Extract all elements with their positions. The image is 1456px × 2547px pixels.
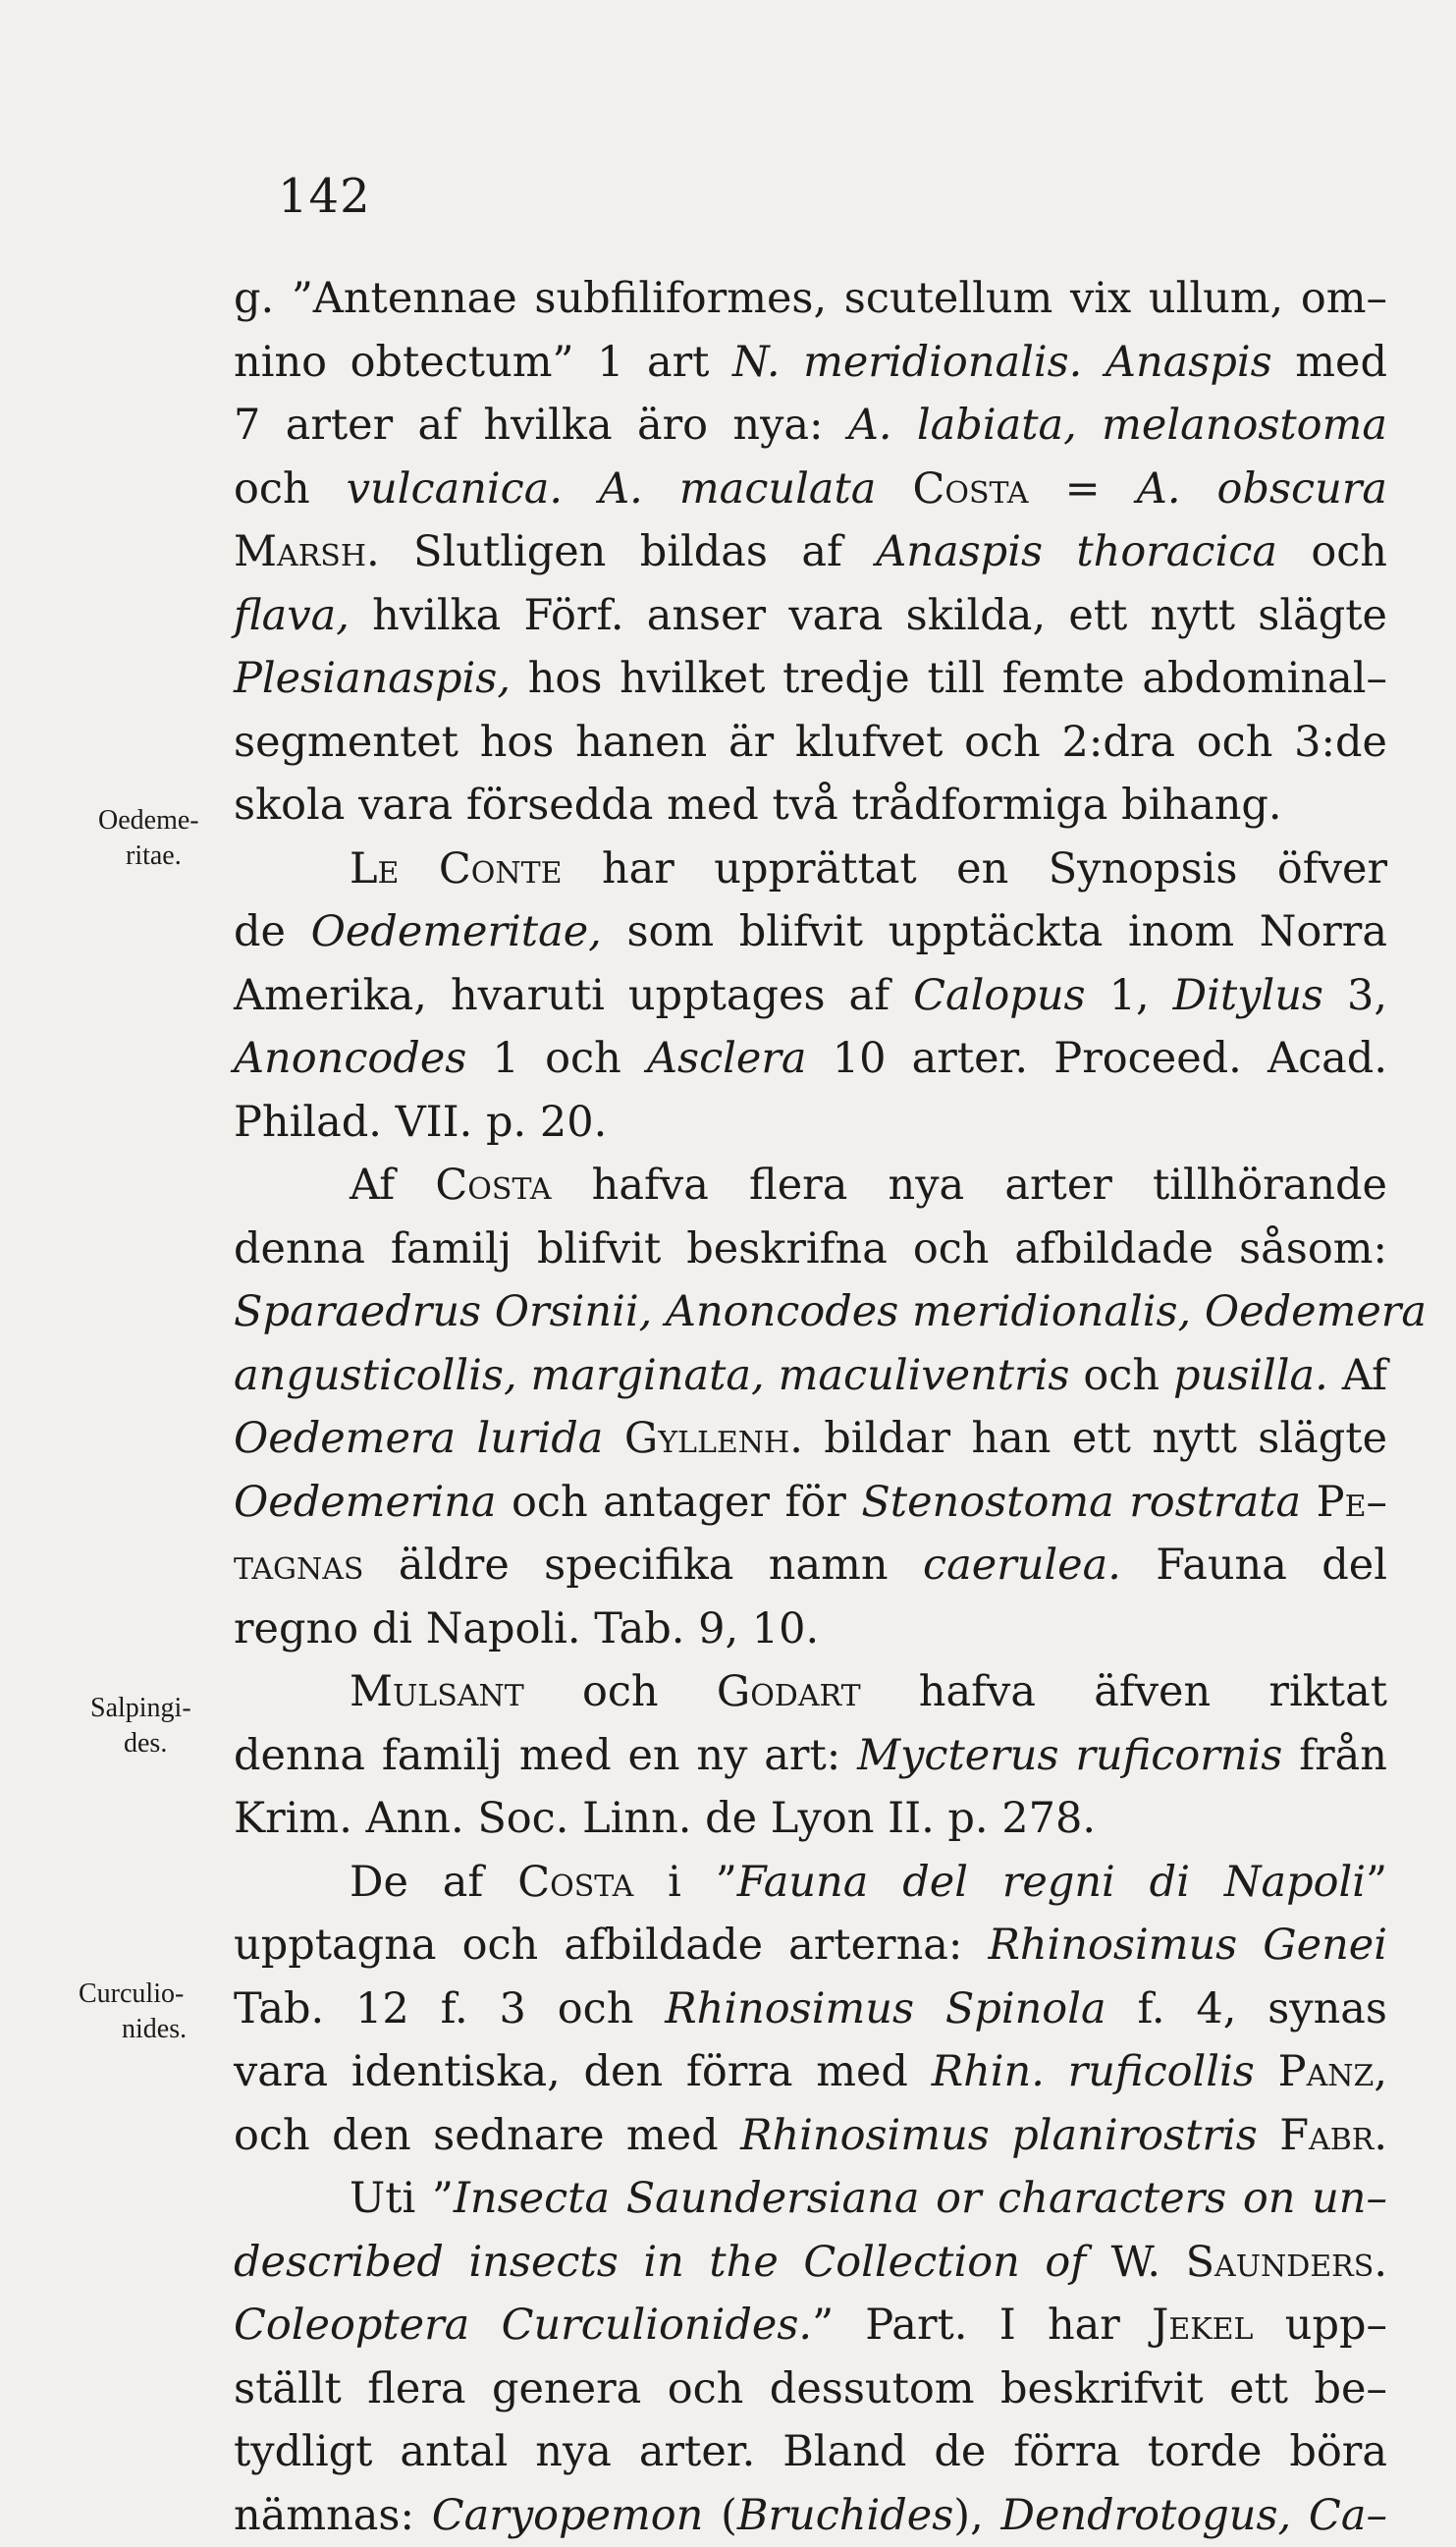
text-line bbox=[234, 2104, 1387, 2168]
text-line bbox=[234, 964, 1387, 1028]
text-line bbox=[234, 1280, 1387, 1344]
text-line bbox=[234, 838, 1387, 901]
italic-run: Rhinosimus Genei bbox=[988, 1921, 1387, 1970]
italic-run: Mycterus ruficornis bbox=[857, 1731, 1282, 1780]
text-run: . Slutligen bildas af bbox=[366, 527, 876, 576]
small-caps-run: Jekel bbox=[1152, 2301, 1253, 2350]
margin-note-line: des. bbox=[90, 1726, 191, 1761]
text-line bbox=[234, 1091, 1387, 1155]
italic-run: Rhinosimus Spinola bbox=[665, 1984, 1105, 2033]
text-run: W. bbox=[1086, 2238, 1185, 2287]
margin-note-line: Oedeme- bbox=[98, 803, 199, 839]
italic-run: Oedemeritae, bbox=[311, 907, 602, 956]
italic-run: Fauna del regni di Napoli bbox=[737, 1858, 1366, 1907]
text-line bbox=[234, 1344, 1387, 1408]
text-run: som blifvit upptäckta inom Norra bbox=[602, 907, 1387, 956]
text-run: och bbox=[1069, 1351, 1173, 1400]
text-line bbox=[234, 584, 1387, 648]
text-line bbox=[234, 2357, 1387, 2421]
italic-run: N. meridionalis. bbox=[732, 338, 1082, 387]
text-line bbox=[234, 774, 1387, 838]
italic-run: Plesianaspis, bbox=[234, 654, 511, 703]
text-run bbox=[876, 464, 912, 514]
text-run: Uti ” bbox=[350, 2174, 454, 2223]
text-run: upptagna och afbildade arterna: bbox=[234, 1921, 988, 1970]
text-run: hafva flera nya arter tillhörande bbox=[552, 1161, 1388, 1210]
text-run: från bbox=[1282, 1731, 1387, 1780]
text-run: 1, bbox=[1086, 971, 1173, 1020]
italic-run: Coleoptera Curculionides. bbox=[234, 2301, 812, 2350]
text-run: ), bbox=[953, 2491, 1000, 2540]
italic-run: Insecta Saundersiana or characters on un– bbox=[454, 2174, 1387, 2223]
italic-run: angusticollis, marginata, maculiventris bbox=[234, 1351, 1069, 1400]
text-run: och bbox=[524, 1667, 717, 1716]
text-run bbox=[1255, 2047, 1278, 2096]
italic-run: Caryopemon bbox=[432, 2491, 704, 2540]
italic-run: Oedemerina bbox=[234, 1478, 497, 1527]
text-line bbox=[234, 647, 1387, 711]
text-line bbox=[234, 2231, 1387, 2295]
text-line bbox=[234, 1407, 1387, 1471]
text-run: tydligt antal nya arter. Bland de förra torde böra bbox=[234, 2427, 1387, 2476]
margin-note-line: nides. bbox=[79, 2012, 187, 2047]
text-line bbox=[234, 2167, 1387, 2231]
text-run: denna familj med en ny art: bbox=[234, 1731, 857, 1780]
text-run: nino obtectum” 1 art bbox=[234, 338, 732, 387]
text-run: upp– bbox=[1253, 2301, 1387, 2350]
text-run: Philad. VII. p. 20. bbox=[234, 1098, 607, 1147]
text-line bbox=[234, 2484, 1387, 2547]
text-line bbox=[234, 1724, 1387, 1788]
text-run: och bbox=[234, 464, 347, 514]
text-run: och antager för bbox=[497, 1478, 862, 1527]
text-line bbox=[234, 394, 1387, 458]
small-caps-run: Godart bbox=[717, 1667, 861, 1716]
italic-run: Anoncodes bbox=[234, 1034, 466, 1083]
italic-run: caerulea. bbox=[923, 1541, 1121, 1590]
text-run: . bbox=[1374, 2238, 1387, 2287]
text-run: . bildar han ett nytt slägte bbox=[789, 1414, 1387, 1463]
text-run: vara identiska, den förra med bbox=[234, 2047, 932, 2096]
text-line bbox=[234, 711, 1387, 775]
text-run: ” bbox=[1366, 1858, 1387, 1907]
text-run: , bbox=[1374, 2047, 1387, 2096]
italic-run: Ditylus bbox=[1173, 971, 1323, 1020]
text-run: regno di Napoli. Tab. 9, 10. bbox=[234, 1604, 819, 1653]
italic-run: Oedemera lurida bbox=[234, 1414, 603, 1463]
text-run: Fauna del bbox=[1121, 1541, 1387, 1590]
text-run: med bbox=[1272, 338, 1387, 387]
text-line bbox=[234, 2294, 1387, 2357]
small-caps-run: Costa bbox=[912, 464, 1028, 514]
text-run: och bbox=[1277, 527, 1387, 576]
text-run: Krim. Ann. Soc. Linn. de Lyon II. p. 278. bbox=[234, 1794, 1096, 1843]
italic-run: Rhinosimus planirostris bbox=[740, 2111, 1258, 2160]
text-run: f. 4, synas bbox=[1106, 1984, 1387, 2033]
margin-note-salpingides bbox=[90, 1691, 191, 1761]
body-text bbox=[234, 267, 1387, 2547]
italic-run: described insects in the Collection of bbox=[234, 2238, 1086, 2287]
text-run: Af bbox=[350, 1161, 435, 1210]
text-run: hafva äfven riktat bbox=[861, 1667, 1387, 1716]
text-run bbox=[1082, 338, 1105, 387]
text-run: äldre specifika namn bbox=[363, 1541, 923, 1590]
text-run: 10 arter. Proceed. Acad. bbox=[807, 1034, 1387, 1083]
text-run bbox=[1258, 2111, 1279, 2160]
text-line bbox=[234, 1978, 1387, 2041]
text-run: Tab. 12 f. 3 och bbox=[234, 1984, 665, 2033]
text-run: Amerika, hvaruti upptages af bbox=[234, 971, 913, 1020]
text-line bbox=[234, 1851, 1387, 1915]
text-run: skola vara försedda med två trådformiga bihang. bbox=[234, 781, 1282, 830]
text-line bbox=[234, 1534, 1387, 1598]
italic-run: Anaspis thoracica bbox=[876, 527, 1277, 576]
small-caps-run: Mulsant bbox=[350, 1667, 524, 1716]
text-line bbox=[234, 2420, 1387, 2484]
italic-run: Anaspis bbox=[1105, 338, 1272, 387]
text-run: hos hvilket tredje till femte abdominal– bbox=[511, 654, 1387, 703]
text-run: har upprättat en Synopsis öfver bbox=[563, 844, 1387, 894]
text-run: segmentet hos hanen är klufvet och 2:dra och 3:de bbox=[234, 718, 1387, 767]
small-caps-run: Saunders bbox=[1186, 2238, 1375, 2287]
italic-run: A. obscura bbox=[1137, 464, 1387, 514]
text-line bbox=[234, 1914, 1387, 1978]
text-run: 1 och bbox=[466, 1034, 647, 1083]
italic-run: A. labiata, melanostoma bbox=[848, 401, 1387, 450]
italic-run: flava, bbox=[234, 591, 350, 640]
small-caps-run: tagnas bbox=[234, 1541, 363, 1590]
text-line bbox=[234, 1027, 1387, 1091]
text-line bbox=[234, 267, 1387, 331]
italic-run: Sparaedrus Orsinii, Anoncodes meridionalis, Oedemera bbox=[234, 1287, 1427, 1336]
italic-run: Rhin. ruficollis bbox=[932, 2047, 1255, 2096]
margin-note-oedemeritae bbox=[98, 803, 199, 874]
small-caps-run: Fabr bbox=[1279, 2111, 1374, 2160]
text-line bbox=[234, 520, 1387, 584]
small-caps-run: Costa bbox=[435, 1161, 551, 1210]
small-caps-run: Le Conte bbox=[350, 844, 563, 894]
text-line bbox=[234, 1154, 1387, 1218]
text-run: g. ”Antennae subfiliformes, scutellum vix ullum, om– bbox=[234, 274, 1387, 323]
small-caps-run: Gyllenh bbox=[624, 1414, 789, 1463]
text-line bbox=[234, 1787, 1387, 1851]
italic-run: pusilla. bbox=[1173, 1351, 1328, 1400]
italic-run: Dendrotogus, Ca– bbox=[1000, 2491, 1387, 2540]
italic-run: vulcanica. A. maculata bbox=[347, 464, 877, 514]
italic-run: Bruchides bbox=[737, 2491, 953, 2540]
text-run: de bbox=[234, 907, 311, 956]
margin-note-curculionides bbox=[79, 1977, 187, 2047]
margin-note-line: Curculio- bbox=[79, 1977, 187, 2012]
text-run bbox=[1301, 1478, 1317, 1527]
text-run: och den sednare med bbox=[234, 2111, 740, 2160]
text-run: ” Part. I har bbox=[812, 2301, 1152, 2350]
text-run: 3, bbox=[1323, 971, 1387, 1020]
small-caps-run: Costa bbox=[517, 1858, 633, 1907]
text-run: Af bbox=[1328, 1351, 1387, 1400]
text-run: De af bbox=[350, 1858, 517, 1907]
italic-run: Asclera bbox=[647, 1034, 807, 1083]
text-run: = bbox=[1029, 464, 1137, 514]
text-run: hvilka Förf. anser vara skilda, ett nytt slägte bbox=[350, 591, 1387, 640]
page-number: 142 bbox=[278, 169, 371, 224]
text-line bbox=[234, 2040, 1387, 2104]
italic-run: Calopus bbox=[913, 971, 1085, 1020]
text-run bbox=[603, 1414, 623, 1463]
text-line bbox=[234, 1660, 1387, 1724]
small-caps-run: Panz bbox=[1278, 2047, 1375, 2096]
text-run: 7 arter af hvilka äro nya: bbox=[234, 401, 848, 450]
text-run: ställt flera genera och dessutom beskrifvit ett be– bbox=[234, 2364, 1387, 2413]
margin-note-line: Salpingi- bbox=[90, 1691, 191, 1726]
text-run: i ” bbox=[633, 1858, 736, 1907]
text-run: nämnas: bbox=[234, 2491, 432, 2540]
text-line bbox=[234, 1598, 1387, 1661]
text-line bbox=[234, 900, 1387, 964]
text-line bbox=[234, 458, 1387, 521]
small-caps-run: Pe– bbox=[1317, 1478, 1387, 1527]
text-line bbox=[234, 1218, 1387, 1281]
margin-note-line: ritae. bbox=[98, 839, 199, 874]
small-caps-run: Marsh bbox=[234, 527, 366, 576]
text-run: . bbox=[1374, 2111, 1387, 2160]
text-run: denna familj blifvit beskrifna och afbildade såsom: bbox=[234, 1224, 1387, 1274]
italic-run: Stenostoma rostrata bbox=[861, 1478, 1301, 1527]
text-line bbox=[234, 331, 1387, 395]
text-run: ( bbox=[703, 2491, 737, 2540]
text-line bbox=[234, 1471, 1387, 1535]
